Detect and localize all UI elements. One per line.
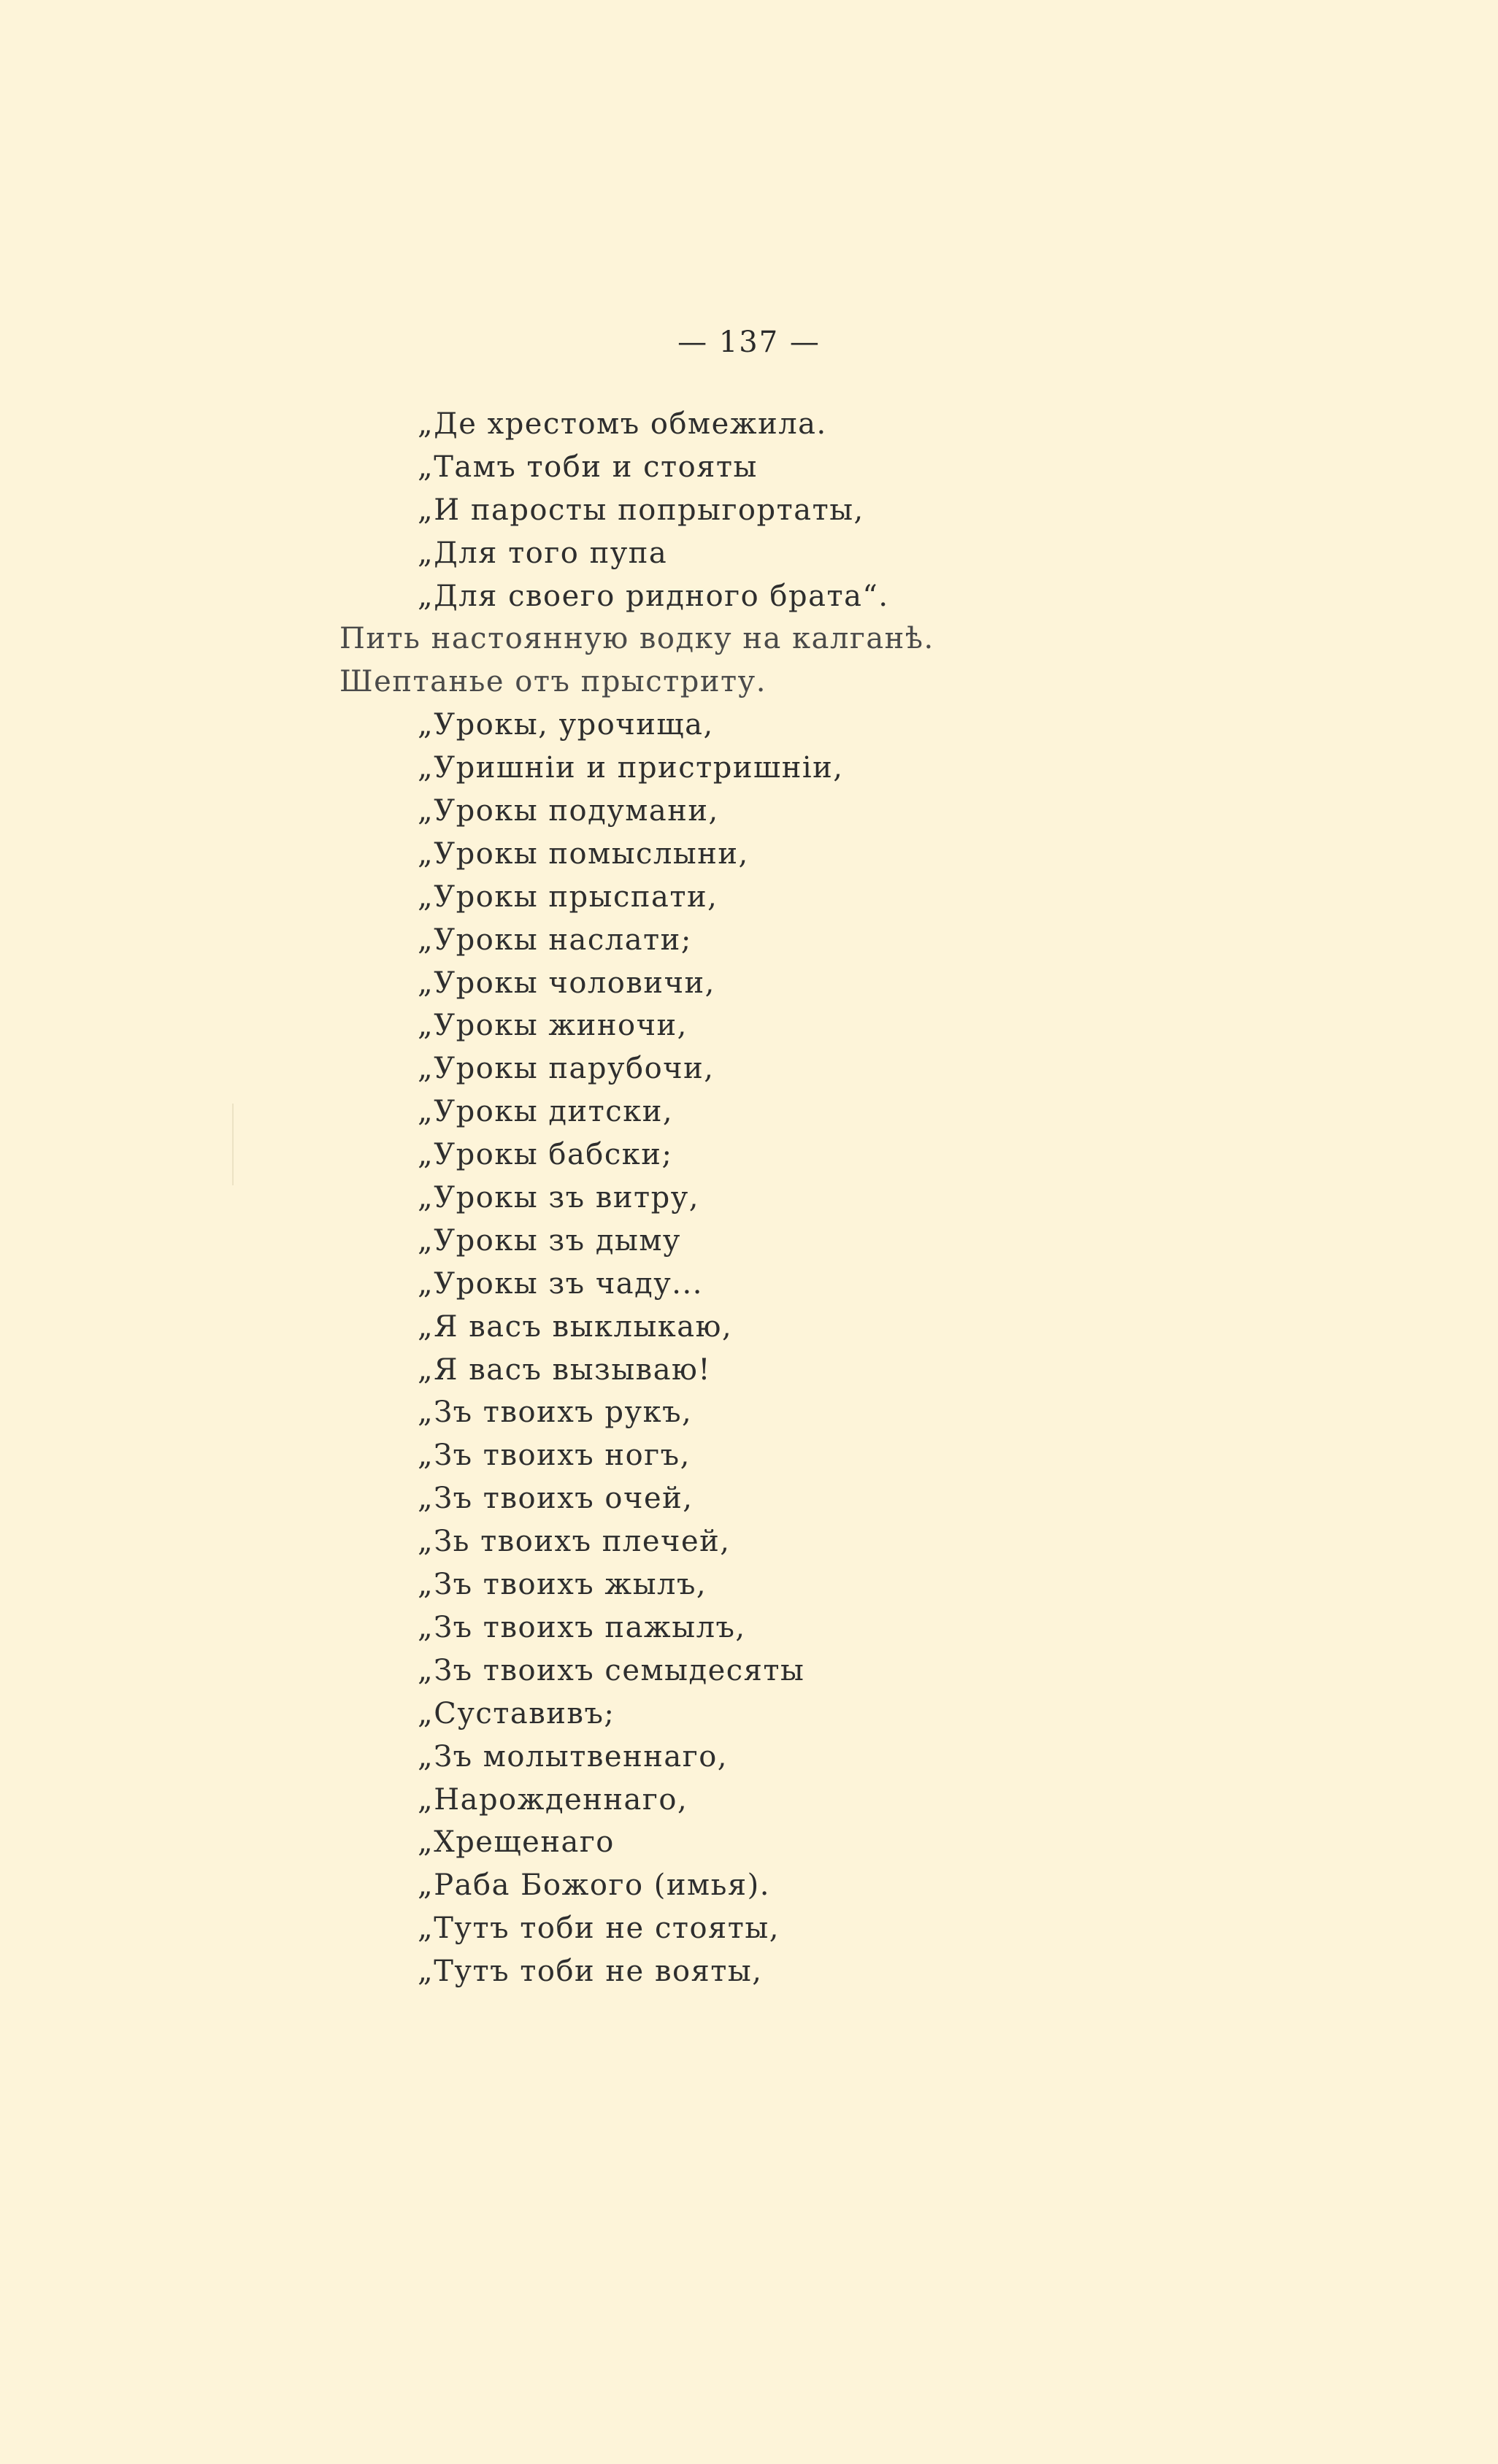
verse-line: „Урокы подумани, <box>418 794 719 828</box>
verse-line: „Тутъ тоби не стояты, <box>418 1911 780 1946</box>
verse-line: „И паросты попрыгортаты, <box>418 493 864 527</box>
verse-line: „Урокы помыслыни, <box>418 836 749 871</box>
prose-line: Шептанье отъ прыстриту. <box>339 665 767 699</box>
verse-line: „Нарожденнаго, <box>418 1782 688 1817</box>
verse-line: „Урокы наслати; <box>418 923 692 957</box>
verse-line: „Зъ твоихъ ногъ, <box>418 1439 691 1473</box>
verse-line: „Зъ твоихъ семыдесяты <box>418 1653 805 1687</box>
verse-line: „Уришніи и пристришніи, <box>418 751 844 785</box>
verse-line: „Зъ твоихъ очей, <box>418 1482 694 1516</box>
verse-line: „Тамъ тоби и стояты <box>418 450 758 484</box>
verse-line: „Хрещенаго <box>418 1825 615 1860</box>
verse-line: „Зъ твоихъ жылъ, <box>418 1568 707 1602</box>
verse-line: „Я васъ выклыкаю, <box>418 1309 733 1344</box>
verse-line: „Для своего ридного брата“. <box>418 579 889 613</box>
verse-line: „Зъ твоихъ рукъ, <box>418 1395 693 1430</box>
verse-line: „Я васъ вызываю! <box>418 1352 711 1387</box>
verse-line: „Урокы прыспати, <box>418 879 718 914</box>
verse-line: „Урокы парубочи, <box>418 1052 715 1086</box>
verse-line: „Зъ молытвеннаго, <box>418 1739 728 1774</box>
verse-line: „Урокы зъ витру, <box>418 1181 700 1215</box>
verse-line: „Урокы бабски; <box>418 1138 673 1172</box>
verse-line: „Для того пупа <box>418 536 668 570</box>
verse-line: „Тутъ тоби не вояты, <box>418 1955 763 1989</box>
verse-line: „Де хрестомъ обмежила. <box>418 407 827 441</box>
verse-line: „Зь твоихъ плечей, <box>418 1525 731 1559</box>
page-number: — 137 — <box>677 326 821 359</box>
verse-line: „Урокы дитски, <box>418 1095 674 1129</box>
prose-line: Пить настоянную водку на калганѣ. <box>339 622 934 656</box>
verse-line: „Раба Божого (имья). <box>418 1868 770 1903</box>
verse-line: „Урокы зъ дыму <box>418 1223 681 1258</box>
verse-line: „Зъ твоихъ пажылъ, <box>418 1610 746 1644</box>
verse-line: „Урокы, урочища, <box>418 708 714 742</box>
verse-line: „Урокы зъ чаду... <box>418 1266 703 1301</box>
text-body <box>0 403 1498 1993</box>
verse-line: „Суставивъ; <box>418 1696 615 1730</box>
verse-line: „Урокы жиночи, <box>418 1009 688 1043</box>
verse-line: „Урокы чоловичи, <box>418 966 715 1000</box>
